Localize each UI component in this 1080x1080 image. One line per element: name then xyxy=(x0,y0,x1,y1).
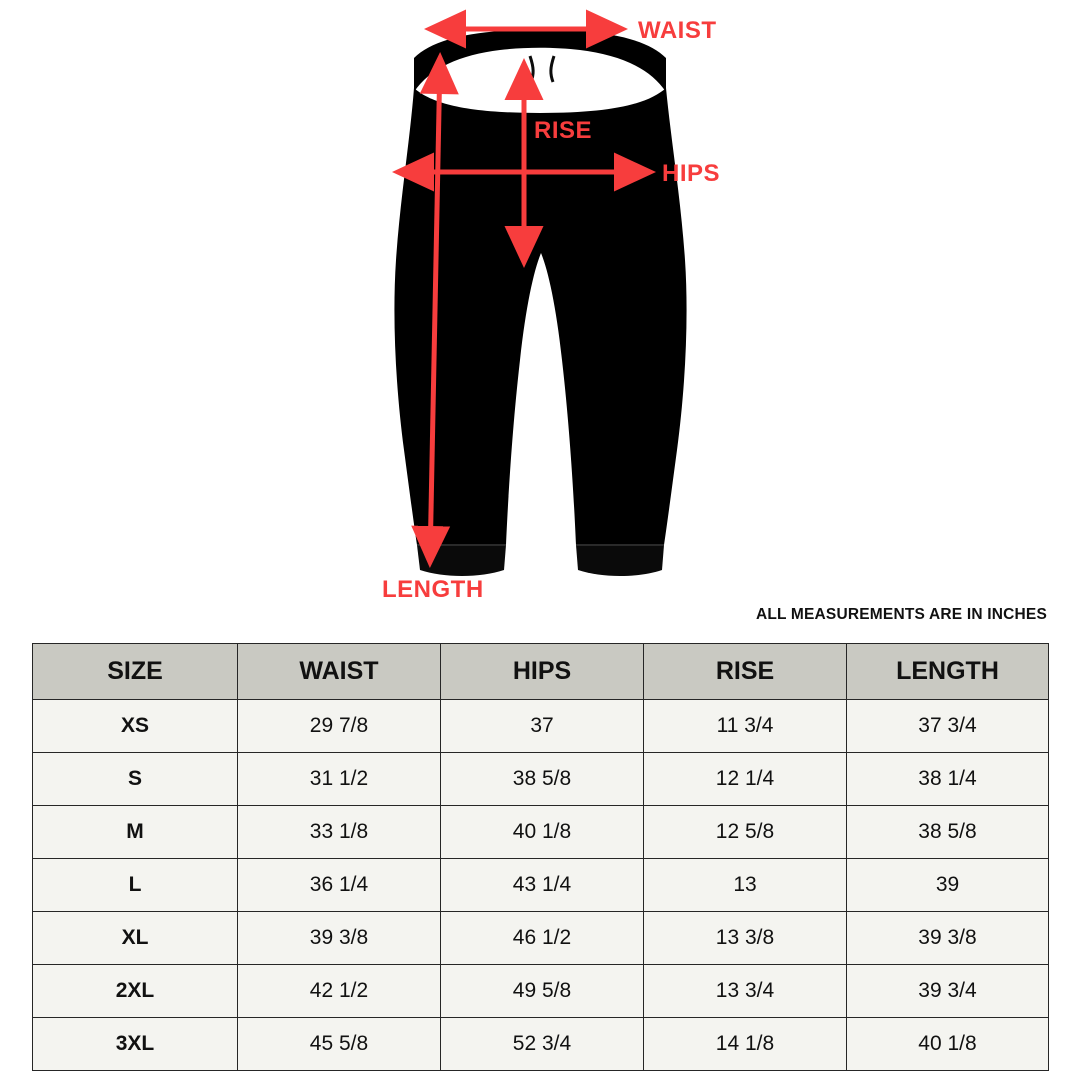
column-header-size: SIZE xyxy=(33,644,238,700)
table-row xyxy=(33,806,1049,859)
cell-hips: 49 5/8 xyxy=(441,965,644,1018)
length-label: LENGTH xyxy=(382,576,484,603)
cell-size: 3XL xyxy=(33,1018,238,1071)
cell-length: 38 1/4 xyxy=(847,753,1049,806)
cell-size: M xyxy=(33,806,238,859)
cell-waist: 29 7/8 xyxy=(238,700,441,753)
column-header-hips: HIPS xyxy=(441,644,644,700)
cell-rise: 11 3/4 xyxy=(644,700,847,753)
table-row xyxy=(33,1018,1049,1071)
size-chart-table xyxy=(32,643,1049,1071)
table-row xyxy=(33,753,1049,806)
column-header-waist: WAIST xyxy=(238,644,441,700)
table-header-row xyxy=(33,644,1049,700)
cell-length: 40 1/8 xyxy=(847,1018,1049,1071)
cell-waist: 39 3/8 xyxy=(238,912,441,965)
column-header-rise: RISE xyxy=(644,644,847,700)
table-row xyxy=(33,965,1049,1018)
cell-rise: 13 xyxy=(644,859,847,912)
cell-size: L xyxy=(33,859,238,912)
rise-label: RISE xyxy=(534,117,593,144)
cell-waist: 36 1/4 xyxy=(238,859,441,912)
cell-length: 37 3/4 xyxy=(847,700,1049,753)
cell-length: 39 3/4 xyxy=(847,965,1049,1018)
table-row xyxy=(33,700,1049,753)
cell-hips: 52 3/4 xyxy=(441,1018,644,1071)
cell-rise: 12 5/8 xyxy=(644,806,847,859)
cell-length: 39 3/8 xyxy=(847,912,1049,965)
waist-label: WAIST xyxy=(638,17,717,44)
cell-waist: 31 1/2 xyxy=(238,753,441,806)
cell-hips: 40 1/8 xyxy=(441,806,644,859)
cell-waist: 45 5/8 xyxy=(238,1018,441,1071)
column-header-length: LENGTH xyxy=(847,644,1049,700)
cell-hips: 43 1/4 xyxy=(441,859,644,912)
cell-length: 39 xyxy=(847,859,1049,912)
measurement-units-note: ALL MEASUREMENTS ARE IN INCHES xyxy=(755,606,1047,623)
cell-size: XS xyxy=(33,700,238,753)
cell-length: 38 5/8 xyxy=(847,806,1049,859)
table-row xyxy=(33,859,1049,912)
cell-hips: 38 5/8 xyxy=(441,753,644,806)
hips-label: HIPS xyxy=(662,160,721,187)
cell-size: 2XL xyxy=(33,965,238,1018)
cell-rise: 12 1/4 xyxy=(644,753,847,806)
table-row xyxy=(33,912,1049,965)
cell-hips: 46 1/2 xyxy=(441,912,644,965)
cell-size: XL xyxy=(33,912,238,965)
cell-size: S xyxy=(33,753,238,806)
cell-waist: 42 1/2 xyxy=(238,965,441,1018)
cell-rise: 14 1/8 xyxy=(644,1018,847,1071)
cell-rise: 13 3/4 xyxy=(644,965,847,1018)
cell-waist: 33 1/8 xyxy=(238,806,441,859)
cell-hips: 37 xyxy=(441,700,644,753)
cell-rise: 13 3/8 xyxy=(644,912,847,965)
